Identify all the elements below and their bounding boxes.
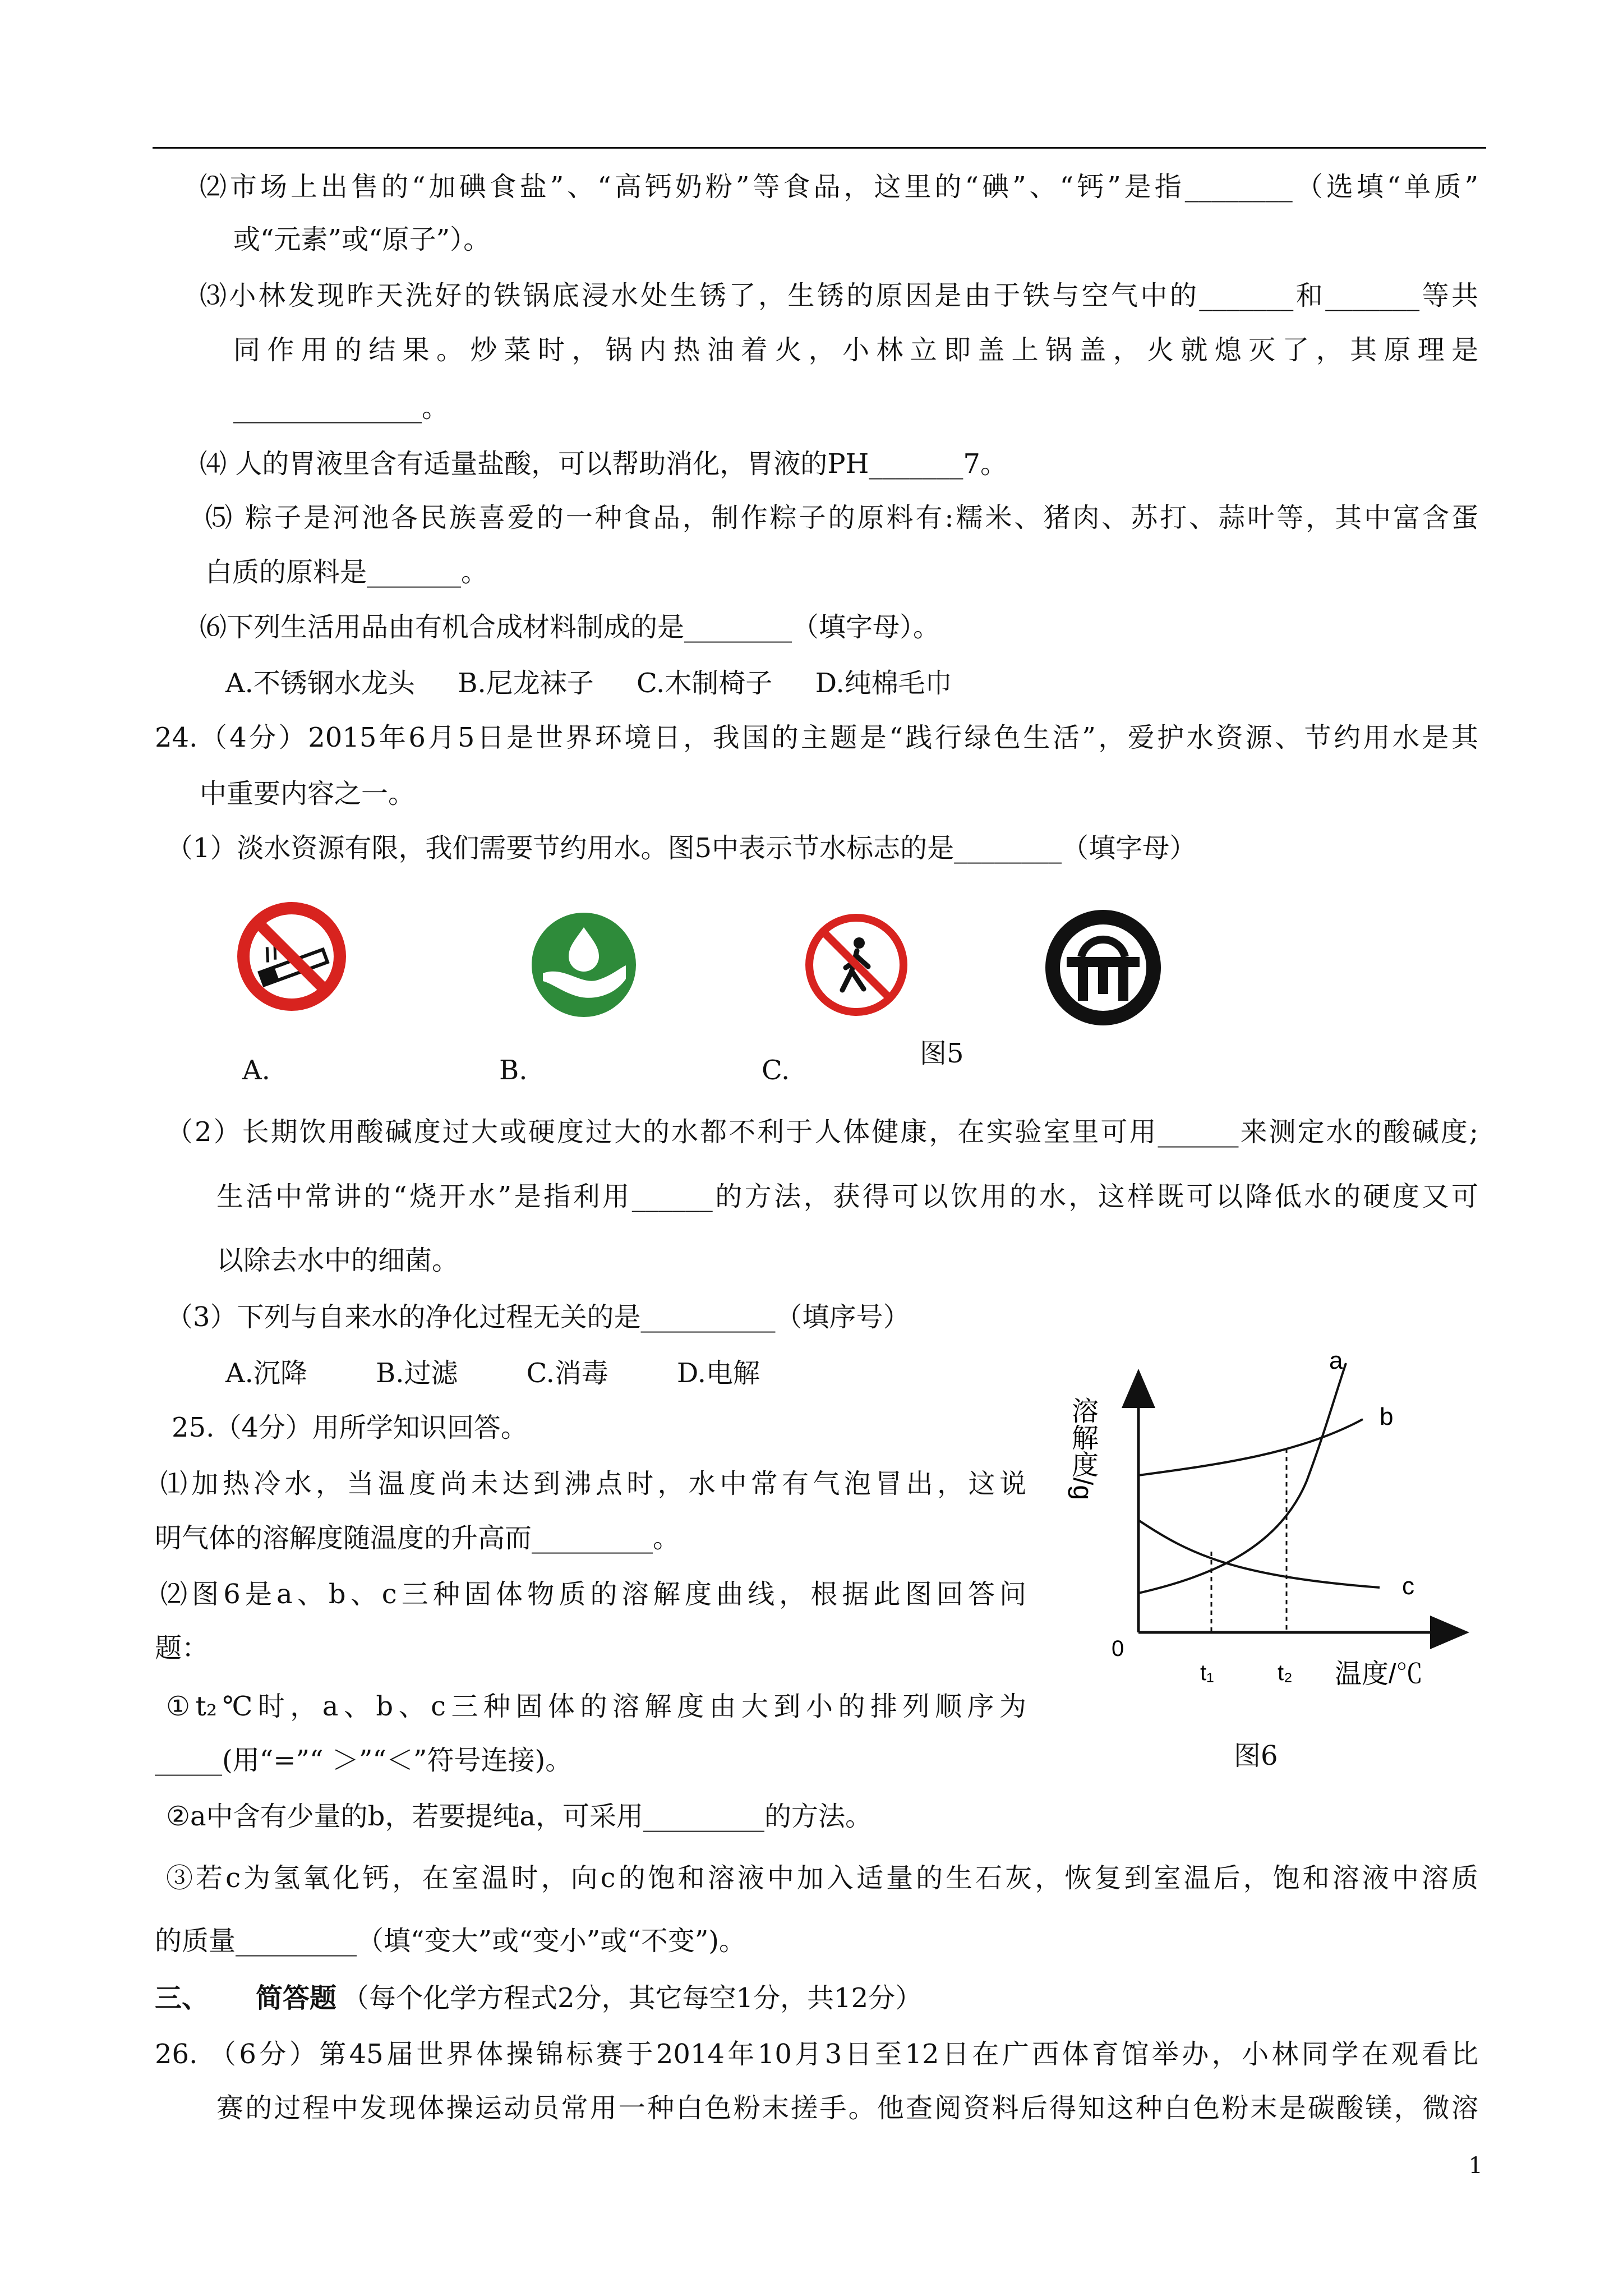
q25-1-line2: 明气体的溶解度随温度的升高而_________。 <box>155 1522 680 1554</box>
fig6-caption: 图6 <box>1234 1740 1278 1772</box>
fig5-caption: 图5 <box>920 1038 964 1069</box>
q26-line1: 26. （6分）第45届世界体操锦标赛于2014年10月3日至12日在广西体育馆举办，小林同学在观看比 <box>155 2039 1478 2070</box>
q25-2-1-line2: _____(用“=”“ ＞”“＜”符号连接)。 <box>155 1745 573 1776</box>
x-axis-label: 温度/℃ <box>1335 1659 1423 1689</box>
q23-2-line1: ⑵市场上出售的“加碘食盐”、“高钙奶粉”等食品，这里的“碘”、“钙”是指________（选填“单质” <box>200 171 1478 203</box>
header-rule <box>153 147 1486 149</box>
q24-3-options: A.沉降 B.过滤 C.消毒 D.电解 <box>225 1358 760 1389</box>
curve-c <box>1138 1520 1380 1588</box>
curve-b-label: b <box>1380 1403 1394 1430</box>
q25-2-1-line1: ①t₂℃时，a、b、c三种固体的溶解度由大到小的排列顺序为 <box>166 1691 1026 1722</box>
section-three-number: 三、 <box>155 1982 209 2014</box>
page-number: 1 <box>1468 2153 1483 2179</box>
t1-label: t₁ <box>1200 1660 1214 1685</box>
q25-intro: 25.（4分）用所学知识回答。 <box>172 1412 528 1443</box>
q23-6-line: ⑹下列生活用品由有机合成材料制成的是________（填字母）。 <box>200 611 940 643</box>
q24-3-line: （3）下列与自来水的净化过程无关的是__________（填序号） <box>166 1301 910 1333</box>
q23-5-line1: ⑸ 粽子是河池各民族喜爱的一种食品，制作粽子的原料有:糯米、猪肉、苏打、蒜叶等，其中富含蛋 <box>205 502 1478 533</box>
q24-2-line1: （2）长期饮用酸碱度过大或硬度过大的水都不利于人体健康，在实验室里可用______来测定水的酸碱度; <box>166 1116 1478 1148</box>
q25-1-line1: ⑴加热冷水，当温度尚未达到沸点时，水中常有气泡冒出，这说 <box>160 1468 1026 1499</box>
no-smoking-icon <box>236 900 348 1013</box>
q23-3-line3: ______________。 <box>233 392 449 424</box>
q25-2-2-line: ②a中含有少量的b，若要提纯a，可采用_________的方法。 <box>166 1801 872 1832</box>
section-three-note: （每个化学方程式2分，其它每空1分，共12分） <box>342 1982 923 2014</box>
q24-2-line3: 以除去水中的细菌。 <box>216 1245 459 1276</box>
q23-3-line1: ⑶小林发现昨天洗好的铁锅底浸水处生锈了，生锈的原因是由于铁与空气中的_______和_______等共 <box>200 280 1478 311</box>
round-emblem-icon <box>1044 909 1162 1027</box>
q26-line2: 赛的过程中发现体操运动员常用一种白色粉末搓手。他查阅资料后得知这种白色粉末是碳酸镁，微溶 <box>216 2092 1478 2124</box>
q24-1-line: （1）淡水资源有限，我们需要节约用水。图5中表示节水标志的是________（填字母） <box>166 832 1197 864</box>
fig5-label-c: C. <box>762 1055 790 1086</box>
q23-6-options: A.不锈钢水龙头 B.尼龙袜子 C.木制椅子 D.纯棉毛巾 <box>225 668 952 699</box>
q24-2-line2: 生活中常讲的“烧开水”是指利用______的方法，获得可以饮用的水，这样既可以降低水的硬度又可 <box>216 1181 1478 1212</box>
solubility-chart <box>1066 1352 1481 1756</box>
curve-a-label: a <box>1329 1352 1343 1374</box>
origin-label: 0 <box>1112 1636 1124 1661</box>
q25-2-3-line2: 的质量_________（填“变大”或“变小”或“不变”)。 <box>155 1925 746 1957</box>
fig5-label-b: B. <box>499 1055 528 1086</box>
curve-b <box>1138 1419 1363 1475</box>
q25-2-3-line1: ③若c为氢氧化钙，在室温时，向c的饱和溶液中加入适量的生石灰，恢复到室温后，饱和溶液中溶质 <box>166 1862 1478 1894</box>
water-saving-icon <box>531 912 637 1018</box>
q23-3-line2: 同作用的结果。炒菜时，锅内热油着火，小林立即盖上锅盖，火就熄灭了，其原理是 <box>233 334 1478 366</box>
section-three-title: 简答题 <box>256 1982 337 2014</box>
q25-2-line2: 题： <box>155 1632 209 1664</box>
fig5-label-a: A. <box>242 1055 270 1086</box>
y-axis-label: 溶解度/g <box>1067 1397 1098 1501</box>
q25-2-line1: ⑵图6是a、b、c三种固体物质的溶解度曲线，根据此图回答问 <box>160 1579 1026 1610</box>
q23-5-line2: 白质的原料是_______。 <box>205 556 488 588</box>
curve-c-label: c <box>1402 1572 1414 1600</box>
q23-4-line: ⑷ 人的胃液里含有适量盐酸，可以帮助消化，胃液的PH_______7。 <box>200 448 1007 480</box>
curve-a <box>1138 1363 1346 1593</box>
q24-intro-line1: 24.（4分）2015年6月5日是世界环境日，我国的主题是“践行绿色生活”，爱护水资源、节约用水是其 <box>155 722 1478 753</box>
t2-label: t₂ <box>1278 1660 1293 1685</box>
q24-intro-line2: 中重要内容之一。 <box>200 778 416 809</box>
no-pedestrian-icon <box>803 912 910 1018</box>
q23-2-line2: 或“元素”或“原子”）。 <box>233 224 491 255</box>
